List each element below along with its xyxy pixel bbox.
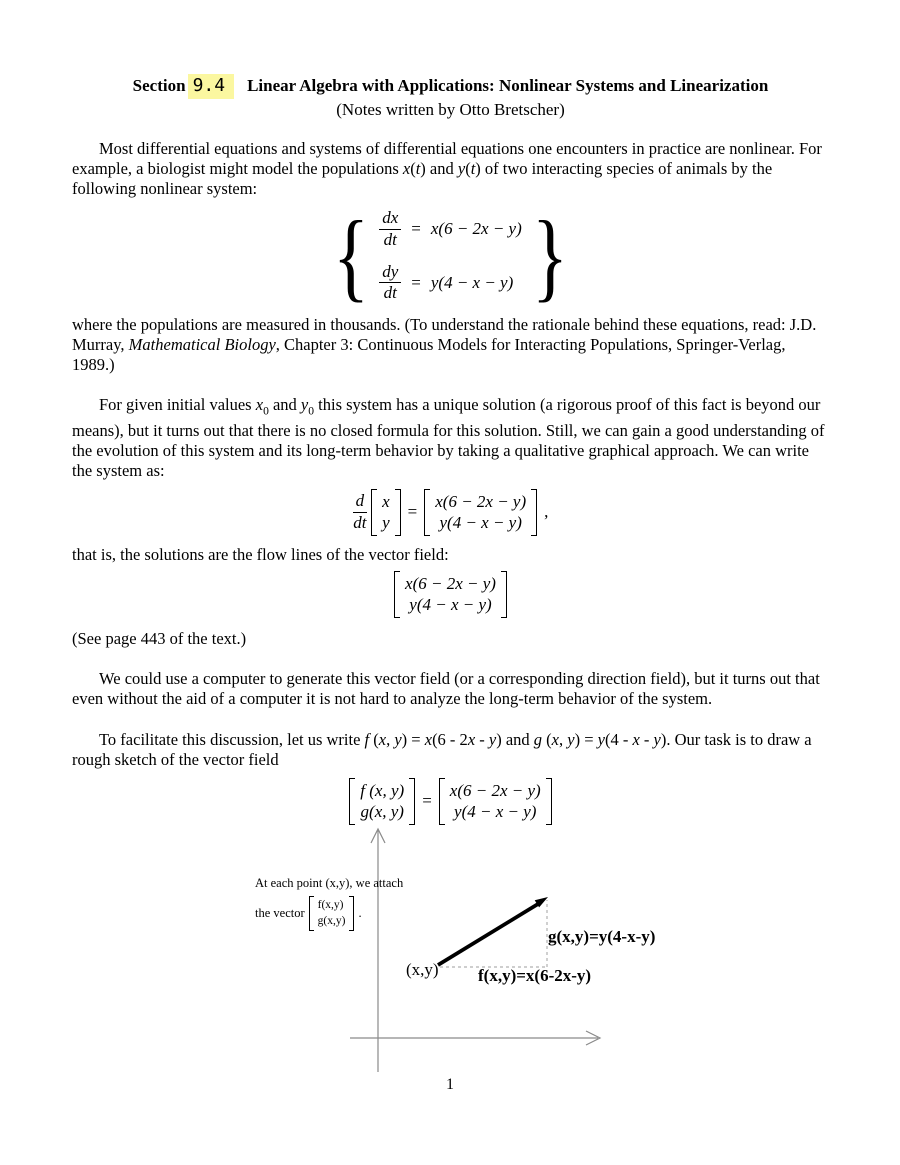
equation-system: [72, 200, 829, 311]
right-bracket: [409, 778, 415, 825]
vector-field-matrix: x(6 − 2x − y) y(4 − x − y): [439, 778, 552, 825]
page-subtitle: (Notes written by Otto Bretscher): [336, 100, 565, 119]
paragraph-initial-values: For given initial values $x_0$ and $y_0$ this system has a unique solution (a rigorous proof of this fact is beyond our means), but it turns out that there is no closed formula for this solution. Still, we can gain a good understanding of the evolution of this system and its long-term behavior by taking a qualitative graphical approach. We can write the system as:: [72, 395, 825, 481]
paragraph-intro: Most differential equations and systems of differential equations one encounters in practice are nonlinear. For example, a biologist might model the populations x(t) and y(t) of two interacting species of animals by the following nonlinear system:: [72, 139, 822, 198]
page-content: [72, 74, 829, 825]
paragraph-see-page: (See page 443 of the text.): [72, 629, 247, 649]
equals-sign: =: [411, 219, 421, 239]
paragraph-reference: where the populations are measured in thousands. (To understand the rationale behind these equations, read: J.D. Murray, Mathematical Biology, Chapter 3: Continuous Models for Interacting Populations, Springer-Verlag, 1989.): [72, 315, 817, 374]
annotation-vector-matrix: f(x,y) g(x,y): [309, 896, 355, 931]
equals-sign: =: [407, 502, 418, 522]
section-label: Section: [132, 76, 186, 95]
system-rows: [379, 209, 522, 303]
fraction-dydt: $\frac{dy}{dt}$: [379, 263, 401, 303]
vector-xy: x y: [371, 489, 401, 536]
figure-annotation-line1: At each point (x,y), we attach: [255, 876, 404, 890]
vector-field-matrix: x(6 − 2x − y) y(4 − x − y): [424, 489, 537, 536]
paragraph-computer: We could use a computer to generate this vector field (or a corresponding direction field), but it turns out that even without the aid of a computer it is not hard to analyze the long-term behavior of the system.: [72, 669, 820, 709]
fraction-dxdt: $\frac{dx}{dt}$: [379, 209, 401, 249]
right-brace: }: [531, 200, 568, 311]
annotation-suffix: .: [358, 906, 362, 921]
equation-ddt-matrix: [72, 487, 829, 537]
fg-matrix: f (x, y) g(x, y): [349, 778, 415, 825]
point-label: (x,y): [406, 960, 439, 979]
system-row-2: [379, 263, 522, 303]
rhs-expression: x(6 − 2x − y): [430, 219, 522, 239]
left-brace: {: [333, 200, 370, 311]
vertical-component-label: g(x,y)=y(4-x-y): [548, 927, 656, 946]
right-bracket: [531, 489, 537, 536]
paragraph-facilitate: To facilitate this discussion, let us write f (x, y) = x(6 - 2x - y) and g (x, y) = y(4 - x - y). Our task is to draw a rough sketch of the vector field: [72, 730, 812, 770]
equals-sign: =: [411, 272, 421, 292]
horizontal-component-label: f(x,y)=x(6-2x-y): [478, 966, 592, 985]
rhs-expression: y(4 − x − y): [430, 272, 514, 292]
trailing-comma: ,: [544, 502, 549, 522]
annotation-prefix: the vector: [255, 906, 305, 921]
paragraph-flow-lines: that is, the solutions are the flow lines of the vector field:: [72, 545, 449, 565]
figure-annotation-line2: [255, 896, 362, 931]
system-row-1: [379, 209, 522, 249]
right-bracket: [501, 571, 507, 618]
equals-sign: =: [422, 791, 432, 811]
fraction-ddt: $\frac{d}{dt}$: [353, 491, 367, 532]
vector-field-matrix: x(6 − 2x − y) y(4 − x − y): [394, 571, 507, 618]
right-bracket: [395, 489, 401, 536]
page-title: [72, 74, 829, 99]
page-number: 1: [446, 1076, 454, 1093]
title-text: Linear Algebra with Applications: Nonlinear Systems and Linearization: [247, 76, 769, 95]
right-bracket: [546, 778, 552, 825]
vector-arrow-shaft: [438, 904, 538, 965]
section-number-highlight: 9.4: [188, 74, 235, 99]
equation-vector-field: [72, 569, 829, 619]
right-bracket: [349, 896, 354, 931]
equation-fg-matrix: [72, 777, 829, 825]
